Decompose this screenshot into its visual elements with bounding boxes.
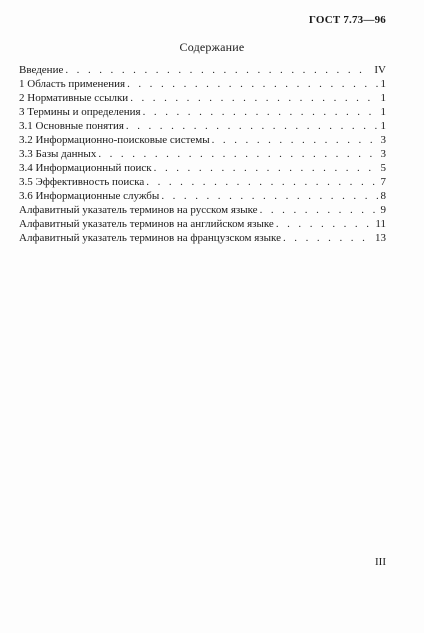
dot-leader xyxy=(96,147,377,161)
toc-entry-index-french xyxy=(19,231,386,245)
toc-entry-search-effectiveness xyxy=(19,175,386,189)
toc-entry-label: 3.3 Базы данных xyxy=(19,148,97,160)
dot-leader xyxy=(281,231,372,245)
toc-entry-label: 3.1 Основные понятия xyxy=(19,120,124,132)
toc-entry-label: Алфавитный указатель терминов на русском языке xyxy=(19,204,258,216)
table-of-contents xyxy=(19,63,386,245)
toc-entry-page: 1 xyxy=(380,106,386,118)
toc-entry-index-english xyxy=(19,217,386,231)
toc-entry-page: 8 xyxy=(380,190,386,202)
toc-entry-label: 3.6 Информационные службы xyxy=(19,190,160,202)
toc-entry-label: Алфавитный указатель терминов на английском языке xyxy=(19,218,274,230)
dot-leader xyxy=(210,133,378,147)
toc-entry-label: 3.5 Эффективность поиска xyxy=(19,176,145,188)
toc-entry-label: 2 Нормативные ссылки xyxy=(19,92,129,104)
dot-leader xyxy=(159,189,377,203)
dot-leader xyxy=(274,217,373,231)
toc-entry-page: 7 xyxy=(380,176,386,188)
toc-entry-databases xyxy=(19,147,386,161)
dot-leader xyxy=(63,63,371,77)
dot-leader xyxy=(141,105,378,119)
toc-entry-page: 3 xyxy=(380,148,386,160)
toc-entry-label: Алфавитный указатель терминов на французском языке xyxy=(19,232,281,244)
toc-entry-page: 1 xyxy=(380,92,386,104)
dot-leader xyxy=(125,77,377,91)
page-number: III xyxy=(375,556,386,568)
toc-entry-page: 3 xyxy=(380,134,386,146)
toc-entry-label: 1 Область применения xyxy=(19,78,126,90)
toc-entry-retrieval-systems xyxy=(19,133,386,147)
toc-entry-page: 1 xyxy=(380,78,386,90)
toc-entry-label: 3 Термины и определения xyxy=(19,106,141,118)
toc-entry-label: 3.4 Информационный поиск xyxy=(19,162,152,174)
toc-entry-page: 1 xyxy=(380,120,386,132)
toc-entry-page: 5 xyxy=(380,162,386,174)
toc-entry-page: 11 xyxy=(375,218,386,230)
dot-leader xyxy=(144,175,377,189)
dot-leader xyxy=(258,203,378,217)
toc-entry-page: 13 xyxy=(375,232,386,244)
toc-entry-scope xyxy=(19,77,386,91)
toc-entry-label: 3.2 Информационно-поисковые системы xyxy=(19,134,210,146)
dot-leader xyxy=(128,91,377,105)
dot-leader xyxy=(124,119,378,133)
toc-entry-terms-definitions xyxy=(19,105,386,119)
toc-entry-basic-concepts xyxy=(19,119,386,133)
toc-title: Содержание xyxy=(179,40,245,54)
toc-entry-page: IV xyxy=(374,64,386,76)
standard-header: ГОСТ 7.73—96 xyxy=(308,14,386,26)
toc-entry-normative-references xyxy=(19,91,386,105)
toc-entry-label: Введение xyxy=(19,64,64,76)
toc-entry-introduction xyxy=(19,63,386,77)
toc-entry-page: 9 xyxy=(380,204,386,216)
toc-entry-information-retrieval xyxy=(19,161,386,175)
toc-entry-index-russian xyxy=(19,203,386,217)
dot-leader xyxy=(152,161,378,175)
toc-entry-information-services xyxy=(19,189,386,203)
